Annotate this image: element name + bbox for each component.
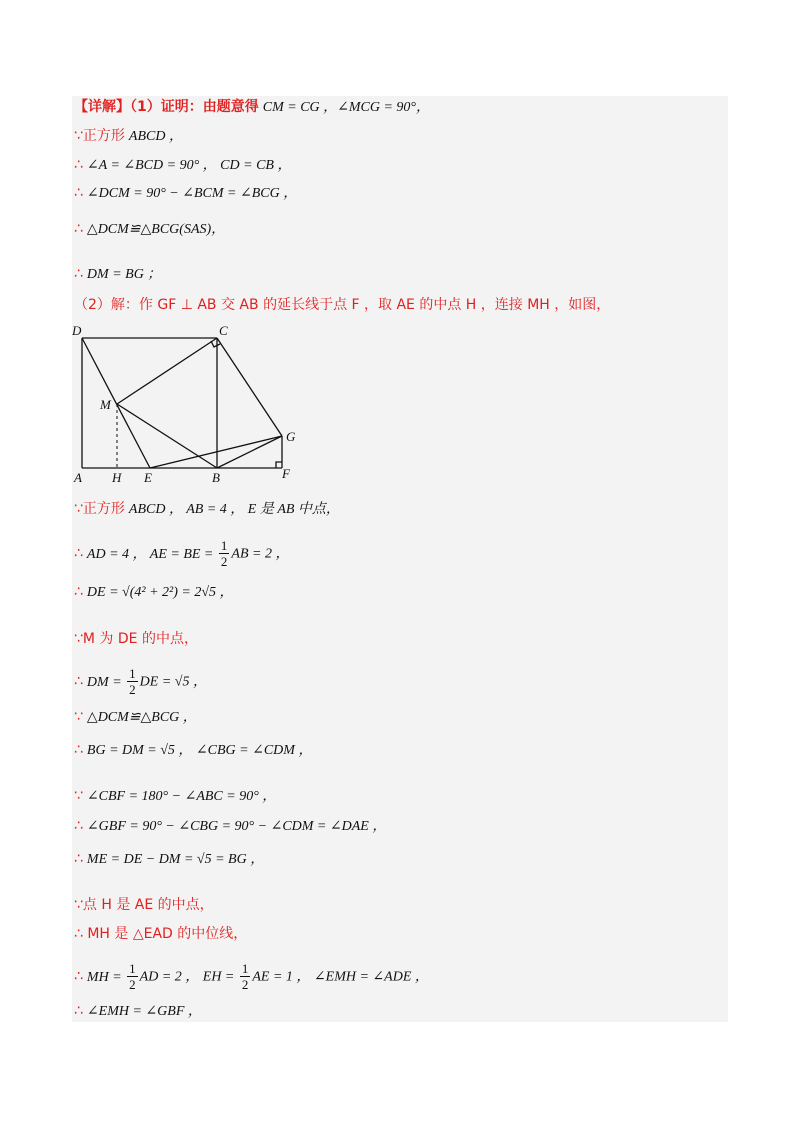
line-math: ABCD ， bbox=[128, 129, 183, 144]
solution-line bbox=[74, 583, 234, 602]
segment-DE bbox=[82, 338, 150, 468]
line-prefix: ∴ bbox=[74, 968, 83, 985]
label-M: M bbox=[100, 397, 111, 412]
solution-line bbox=[74, 850, 264, 869]
line-prefix: ∴ bbox=[74, 266, 83, 282]
line-prefix: ∵ bbox=[74, 709, 83, 725]
line-prefix: ∴ bbox=[74, 673, 83, 690]
segment-MB bbox=[117, 404, 217, 468]
line-prefix: ∴ bbox=[74, 221, 83, 237]
line-prefix: ∵ bbox=[74, 788, 83, 804]
line-math: DM = BG ； bbox=[86, 267, 162, 282]
fraction bbox=[240, 961, 251, 992]
line-prefix: ∴ bbox=[74, 742, 83, 758]
line-math: CM = CG ，∠MCG = 90°， bbox=[262, 100, 431, 115]
line-math: △DCM≌△BCG ， bbox=[86, 710, 197, 725]
fraction-numerator: 1 bbox=[220, 538, 228, 553]
line-prefix: ∵正方形 bbox=[74, 128, 125, 144]
fraction-numerator: 1 bbox=[129, 666, 136, 681]
label-G: G bbox=[286, 429, 296, 444]
solution-line bbox=[74, 817, 386, 836]
line-prefix: ∴ bbox=[74, 1003, 83, 1019]
line-prefix: ∵正方形 bbox=[74, 501, 125, 517]
line-math: BG = DM = √5 ， ∠CBG = ∠CDM ， bbox=[86, 743, 313, 758]
solution-line bbox=[74, 925, 247, 943]
line-math: DE = √(4² + 2²) = 2√5 ， bbox=[86, 585, 234, 600]
solution-line bbox=[74, 500, 340, 519]
line-prefix: ∴ bbox=[74, 185, 83, 201]
fraction bbox=[219, 538, 230, 569]
segment-EG bbox=[150, 436, 282, 468]
solution-line bbox=[74, 896, 214, 914]
fraction bbox=[127, 961, 138, 992]
line-math: ME = DE − DM = √5 = BG ， bbox=[86, 852, 265, 867]
solution-line bbox=[74, 98, 430, 117]
line-math: ∠DCM = 90° − ∠BCM = ∠BCG ， bbox=[86, 186, 298, 201]
line-prefix: ∵M 为 DE 的中点， bbox=[74, 631, 198, 647]
fraction-denominator: 2 bbox=[129, 977, 136, 992]
line-math-cont: DE = √5 ， bbox=[139, 674, 207, 690]
segment-CG bbox=[217, 338, 282, 436]
line-prefix: （2）解：作 GF ⊥ AB 交 AB 的延长线于点 F ，取 AE 的中点 H ，连接 MH ，如图， bbox=[74, 297, 611, 313]
line-math: DM = bbox=[86, 674, 126, 690]
solution-line bbox=[74, 708, 197, 727]
line-prefix: ∴ bbox=[74, 545, 83, 562]
label-E: E bbox=[144, 470, 152, 485]
line-math-cont: AB = 2 ， bbox=[231, 546, 290, 562]
solution-line bbox=[74, 156, 291, 175]
geometry-figure bbox=[62, 318, 322, 488]
fraction-numerator: 1 bbox=[129, 961, 136, 976]
line-prefix: ∴ bbox=[74, 584, 83, 600]
solution-line bbox=[74, 787, 276, 806]
solution-line bbox=[74, 741, 312, 760]
solution-line bbox=[74, 265, 161, 284]
solution-line bbox=[74, 666, 207, 697]
solution-line bbox=[74, 961, 429, 992]
fraction bbox=[127, 666, 138, 697]
line-prefix: ∴ MH 是 △EAD 的中位线， bbox=[74, 926, 248, 942]
line-math: ∠GBF = 90° − ∠CBG = 90° − ∠CDM = ∠DAE ， bbox=[86, 819, 387, 834]
label-C: C bbox=[219, 323, 228, 338]
label-B: B bbox=[212, 470, 220, 485]
segment-BG bbox=[217, 436, 282, 468]
label-H: H bbox=[112, 470, 122, 485]
solution-line bbox=[74, 220, 225, 239]
solution-line bbox=[74, 127, 183, 146]
line-math-cont: AE = 1 ， ∠EMH = ∠ADE ， bbox=[252, 969, 429, 985]
line-math: MH = bbox=[86, 969, 126, 985]
line-math: ABCD ， AB = 4 ， E 是 AB 中点， bbox=[128, 502, 340, 517]
fraction-denominator: 2 bbox=[241, 977, 249, 992]
line-prefix: ∴ bbox=[74, 818, 83, 834]
solution-line bbox=[74, 538, 289, 569]
label-F: F bbox=[282, 466, 290, 481]
line-math: ∠CBF = 180° − ∠ABC = 90° ， bbox=[86, 789, 277, 804]
solution-line bbox=[74, 630, 198, 648]
line-prefix: ∴ bbox=[74, 157, 83, 173]
line-math: ∠A = ∠BCD = 90° ， CD = CB ， bbox=[86, 158, 292, 173]
fraction-numerator: 1 bbox=[241, 961, 249, 976]
fraction-denominator: 2 bbox=[129, 682, 136, 697]
segment-CM bbox=[117, 338, 217, 404]
solution-line bbox=[74, 1002, 202, 1021]
line-math: ∠EMH = ∠GBF ， bbox=[86, 1004, 202, 1019]
label-D: D bbox=[72, 323, 82, 338]
line-prefix: 【详解】（1）证明：由题意得 bbox=[74, 99, 259, 115]
line-math-cont: AD = 2 ， EH = bbox=[139, 969, 238, 985]
label-A: A bbox=[74, 470, 82, 485]
line-prefix: ∴ bbox=[74, 851, 83, 867]
line-math: △DCM≌△BCG(SAS)， bbox=[86, 222, 226, 237]
right-angle-C bbox=[211, 341, 220, 347]
line-prefix: ∵点 H 是 AE 的中点， bbox=[74, 897, 214, 913]
solution-line bbox=[74, 296, 610, 314]
solution-line bbox=[74, 184, 297, 203]
fraction-denominator: 2 bbox=[220, 554, 228, 569]
line-math: AD = 4 ， AE = BE = bbox=[86, 546, 217, 562]
